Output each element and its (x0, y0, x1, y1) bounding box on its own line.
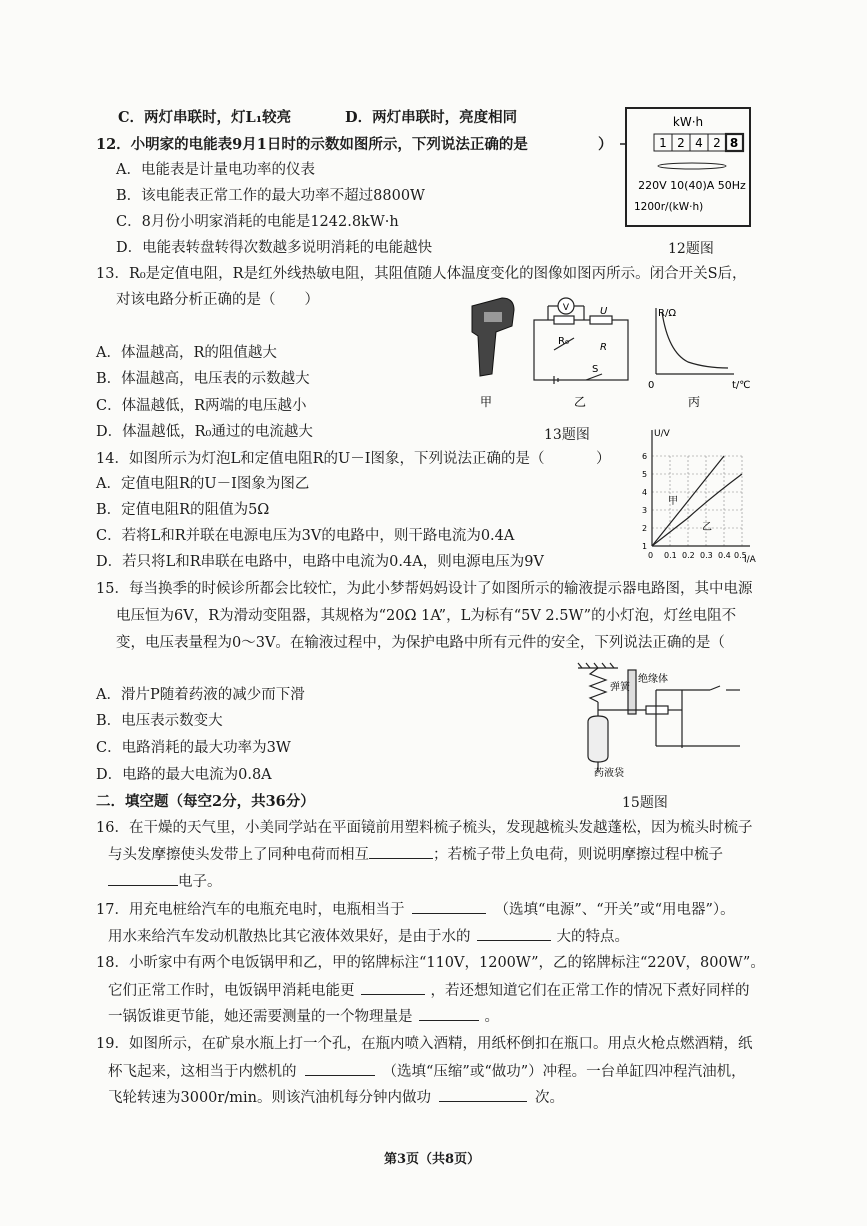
q13-label-yi: 乙 (573, 395, 587, 409)
q13-voltmeter-label: V (562, 303, 570, 313)
q13-r0-label: R₀ (558, 336, 569, 347)
q17-line2: 用水来给汽车发动机散热比其它液体效果好，是由于水的 大的特点。 (108, 926, 629, 947)
q12-meter-digits (654, 134, 743, 151)
q14-option-c: C．若将L和R并联在电源电压为3V的电路中，则干路电流为0.4A (96, 528, 515, 544)
q13-label-bing: 丙 (687, 395, 701, 409)
q15-figure-caption: 15题图 (622, 795, 668, 811)
q13-figure (462, 292, 762, 420)
q14-graph (630, 422, 760, 570)
svg-text:2: 2 (642, 524, 648, 533)
q14-graph-yaxis: U/V (654, 429, 670, 439)
q15-line1: 15．每当换季的时候诊所都会比较忙，为此小梦帮妈妈设计了如图所示的输液提示器电路图，其中电源 (96, 581, 753, 597)
q13-switch-label: S (592, 364, 599, 375)
svg-text:6: 6 (642, 452, 648, 461)
svg-text:0.2: 0.2 (682, 551, 695, 560)
q15-spring-label: 弹簧 (610, 682, 630, 693)
q11-option-c: C．两灯串联时，灯L₁较亮 (118, 109, 292, 126)
q18-line3: 一锅饭谁更节能，她还需要测量的一个物理量是 。 (108, 1006, 499, 1027)
svg-text:3: 3 (642, 506, 648, 515)
svg-text:5: 5 (642, 470, 648, 479)
q12-option-d: D．电能表转盘转得次数越多说明消耗的电能越快 (116, 240, 433, 256)
q16-line1: 16．在干燥的天气里，小美同学站在平面镜前用塑料梳子梳头，发现越梳头发越蓬松，因为梳头时梳子 (96, 820, 753, 836)
q14-series-jia: 甲 (668, 496, 678, 507)
q13-stem-line2: 对该电路分析正确的是（ ） (116, 292, 319, 308)
q16-line2: 与头发摩擦使头发带上了同种电荷而相互 ；若梳子带上负电荷，则说明摩擦过程中梳子 (108, 844, 723, 865)
q15-figure (570, 660, 760, 780)
section2-heading: 二．填空题（每空2分，共36分） (96, 793, 315, 810)
q13-option-d: D．体温越低，R₀通过的电流越大 (96, 424, 313, 440)
q12-option-a: A．电能表是计量电功率的仪表 (116, 162, 315, 178)
q12-meter-rate: 1200r/(kW·h) (634, 201, 704, 213)
q14-option-d: D．若只将L和R串联在电路中，电路中电流为0.4A，则电源电压为9V (96, 554, 544, 570)
q13-graph-yaxis: R/Ω (658, 308, 676, 319)
q15-line2: 电压恒为6V，R为滑动变阻器，其规格为“20Ω 1A”，L为标有“5V 2.5W”的小灯泡，灯丝电阻不 (116, 608, 737, 624)
q14-graph-xaxis: I/A (744, 555, 756, 565)
q13-option-c: C．体温越低，R两端的电压越小 (96, 398, 307, 414)
q12-meter-unit: kW·h (672, 115, 704, 129)
q18-blank-2[interactable] (419, 1006, 479, 1021)
q15-bag-label: 药液袋 (594, 768, 624, 779)
q14-paren: ） (596, 451, 611, 467)
page-footer: 第3页（共8页） (384, 1152, 481, 1167)
q15-line3: 变，电压表量程为0～3V。在输液过程中，为保护电路中所有元件的安全，下列说法正确的是（ (116, 635, 725, 651)
q17-blank-2[interactable] (477, 926, 551, 941)
q19-blank-2[interactable] (439, 1087, 527, 1102)
q13-option-a: A．体温越高，R的阻值越大 (96, 345, 277, 361)
q19-line2: 杯飞起来，这相当于内燃机的 （选填“压缩”或“做功”）冲程。一台单缸四冲程汽油机， (108, 1061, 746, 1082)
q15-option-b: B．电压表示数变大 (96, 713, 223, 729)
q17-line1: 17．用充电桩给汽车的电瓶充电时，电瓶相当于 （选填“电源”、“开关”或“用电器”）。 (96, 899, 735, 920)
svg-text:0.3: 0.3 (700, 551, 713, 560)
svg-text:0.1: 0.1 (664, 551, 677, 560)
q15-insulator-label: 绝缘体 (638, 674, 668, 685)
q14-series-yi: 乙 (702, 522, 712, 533)
q13-u-label: U (600, 306, 608, 317)
q12-option-b: B．该电能表正常工作的最大功率不超过8800W (116, 188, 425, 204)
q12-digit-5: 8 (729, 136, 739, 150)
q13-graph-origin: 0 (648, 380, 655, 391)
q15-option-a: A．滑片P随着药液的减少而下滑 (96, 687, 305, 703)
q12-paren: ） (598, 136, 613, 153)
q13-stem-line1: 13．R₀是定值电阻，R是红外线热敏电阻，其阻值随人体温度变化的图像如图丙所示。闭合开关S后， (96, 266, 747, 282)
q12-option-c: C．8月份小明家消耗的电能是1242.8kW·h (116, 214, 399, 230)
q13-thermometer-gun (472, 298, 514, 376)
q13-label-jia: 甲 (479, 395, 493, 409)
q14-stem: 14．如图所示为灯泡L和定值电阻R的U－I图象，下列说法正确的是（ (96, 451, 545, 467)
q12-digit-1: 1 (659, 136, 667, 150)
q12-meter-spec: 220V 10(40)A 50Hz (638, 179, 746, 192)
q19-line3: 飞轮转速为3000r/min。则该汽油机每分钟内做功 次。 (108, 1087, 564, 1108)
svg-text:0.4: 0.4 (718, 551, 731, 560)
q12-digit-4: 2 (713, 136, 721, 150)
q12-figure-caption: 12题图 (668, 241, 714, 257)
q12-digit-2: 2 (677, 136, 685, 150)
q18-line1: 18．小昕家中有两个电饭锅甲和乙，甲的铭牌标注“110V，1200W”，乙的铭牌标注“220V，800W”。 (96, 955, 765, 971)
q13-graph-xaxis: t/℃ (732, 380, 751, 391)
svg-text:0: 0 (648, 551, 654, 560)
q14-option-b: B．定值电阻R的阻值为5Ω (96, 502, 270, 518)
q19-blank-1[interactable] (305, 1061, 375, 1076)
q13-option-b: B．体温越高，电压表的示数越大 (96, 371, 310, 387)
q12-digit-3: 4 (695, 136, 703, 150)
q11-option-d: D．两灯串联时，亮度相同 (345, 109, 518, 126)
q15-option-d: D．电路的最大电流为0.8A (96, 767, 272, 783)
q16-blank-1[interactable] (369, 844, 433, 859)
q13-r-label: R (600, 342, 607, 353)
svg-text:0.5: 0.5 (734, 551, 747, 560)
q18-line2: 它们正常工作时，电饭锅甲消耗电能更 ，若还想知道它们在正常工作的情况下煮好同样的 (108, 980, 750, 1001)
q19-line1: 19．如图所示，在矿泉水瓶上打一个孔，在瓶内喷入酒精，用纸杯倒扣在瓶口。用点火枪点燃酒精，纸 (96, 1036, 753, 1052)
q13-circuit (534, 298, 628, 384)
q13-figure-caption: 13题图 (544, 427, 590, 443)
svg-text:4: 4 (642, 488, 648, 497)
svg-text:1: 1 (642, 542, 648, 551)
q18-blank-1[interactable] (361, 980, 425, 995)
q16-blank-2[interactable] (108, 871, 178, 886)
q16-line3: 电子。 (108, 871, 222, 892)
q12-meter-figure (620, 104, 760, 232)
q12-stem: 12．小明家的电能表9月1日时的示数如图所示，下列说法正确的是 (96, 136, 528, 153)
q15-option-c: C．电路消耗的最大功率为3W (96, 740, 291, 756)
q14-option-a: A．定值电阻R的U－I图象为图乙 (96, 476, 310, 492)
q17-blank-1[interactable] (412, 899, 486, 914)
